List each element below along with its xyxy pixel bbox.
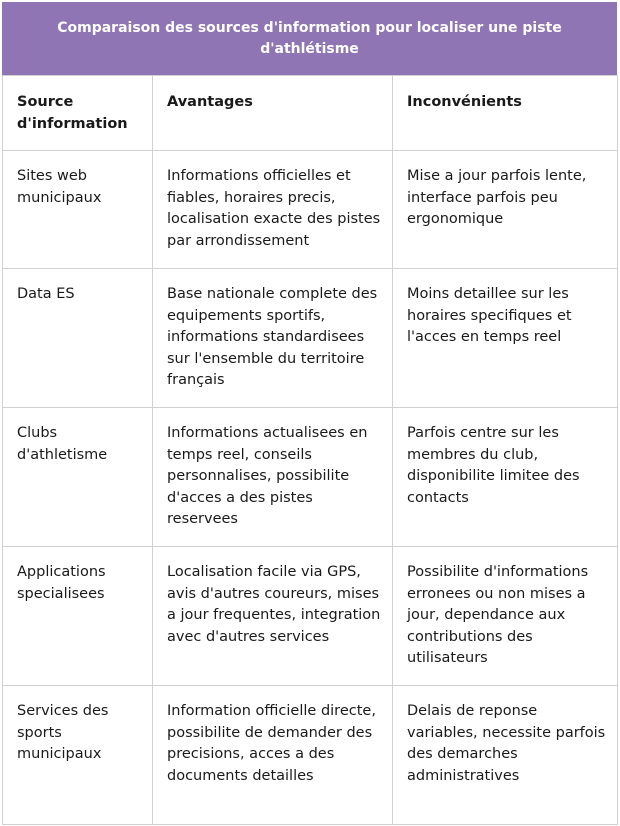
- cell-disadvantages: Mise a jour parfois lente, interface parfois peu ergonomique: [393, 151, 618, 269]
- table-row: [3, 151, 618, 269]
- cell-disadvantages: Moins detaillee sur les horaires specifiques et l'acces en temps reel: [393, 269, 618, 408]
- cell-advantages: Informations actualisees en temps reel, conseils personnalises, possibilite d'acces a des pistes reservees: [153, 408, 393, 547]
- cell-disadvantages: Possibilite d'informations erronees ou non mises a jour, dependance aux contributions des utilisateurs: [393, 547, 618, 686]
- cell-source: Sites web municipaux: [3, 151, 153, 269]
- cell-advantages: Information officielle directe, possibilite de demander des precisions, acces a des documents detailles: [153, 686, 393, 825]
- cell-source: Applications specialisees: [3, 547, 153, 686]
- header-advantages: Avantages: [153, 76, 393, 151]
- table-row: [3, 686, 618, 825]
- table-row: [3, 269, 618, 408]
- table-header-row: [3, 76, 618, 151]
- cell-disadvantages: Parfois centre sur les membres du club, disponibilite limitee des contacts: [393, 408, 618, 547]
- cell-disadvantages: Delais de reponse variables, necessite parfois des demarches administratives: [393, 686, 618, 825]
- header-disadvantages: Inconvénients: [393, 76, 618, 151]
- cell-advantages: Base nationale complete des equipements sportifs, informations standardisees sur l'ensemble du territoire français: [153, 269, 393, 408]
- comparison-table: [2, 75, 618, 825]
- cell-source: Clubs d'athletisme: [3, 408, 153, 547]
- cell-advantages: Informations officielles et fiables, horaires precis, localisation exacte des pistes par arrondissement: [153, 151, 393, 269]
- table-row: [3, 547, 618, 686]
- cell-source: Data ES: [3, 269, 153, 408]
- table-row: [3, 408, 618, 547]
- comparison-document: [2, 2, 617, 825]
- header-source: Source d'information: [3, 76, 153, 151]
- cell-advantages: Localisation facile via GPS, avis d'autres coureurs, mises a jour frequentes, integration avec d'autres services: [153, 547, 393, 686]
- table-title: Comparaison des sources d'information pour localiser une piste d'athlétisme: [2, 2, 617, 75]
- cell-source: Services des sports municipaux: [3, 686, 153, 825]
